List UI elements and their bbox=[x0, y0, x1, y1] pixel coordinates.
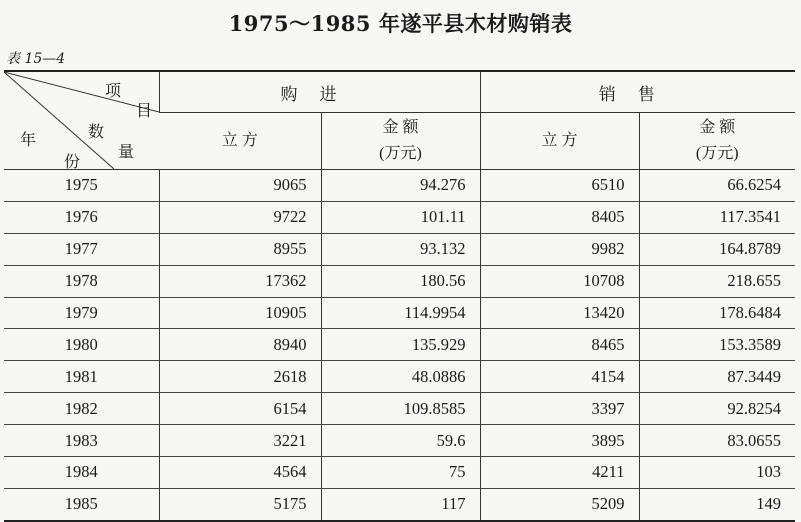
sales-cubic-cell: 10708 bbox=[480, 265, 639, 297]
diag-label-liang: 量 bbox=[118, 144, 157, 161]
purchase-amount-cell: 114.9954 bbox=[321, 297, 480, 329]
table-row bbox=[4, 170, 795, 202]
table-body bbox=[4, 170, 795, 521]
year-cell: 1983 bbox=[4, 425, 159, 457]
table-row bbox=[4, 233, 795, 265]
page-title: 1975～1985 年遂平县木材购销表 bbox=[228, 11, 573, 36]
sales-amount-cell: 103 bbox=[639, 457, 795, 489]
year-cell: 1981 bbox=[4, 361, 159, 393]
sales-amount-cell: 87.3449 bbox=[639, 361, 795, 393]
purchase-cubic-cell: 2618 bbox=[159, 361, 321, 393]
purchase-amount-cell: 94.276 bbox=[321, 170, 480, 202]
purchase-cubic-cell: 3221 bbox=[159, 425, 321, 457]
sales-amount-header: 金 额 (万元) bbox=[639, 113, 795, 170]
year-cell: 1985 bbox=[4, 488, 159, 520]
year-cell: 1978 bbox=[4, 265, 159, 297]
purchase-cubic-cell: 9722 bbox=[159, 201, 321, 233]
sales-cubic-cell: 8405 bbox=[480, 201, 639, 233]
sales-cubic-cell: 8465 bbox=[480, 329, 639, 361]
table-row bbox=[4, 457, 795, 489]
sales-amount-cell: 92.8254 bbox=[639, 393, 795, 425]
diag-label-fen: 份 bbox=[64, 154, 103, 171]
sales-cubic-cell: 3397 bbox=[480, 393, 639, 425]
purchase-cubic-cell: 8955 bbox=[159, 233, 321, 265]
purchase-cubic-cell: 5175 bbox=[159, 488, 321, 520]
diag-label-item: 项 bbox=[105, 83, 144, 100]
sales-cubic-header: 立 方 bbox=[480, 113, 639, 170]
purchase-cubic-cell: 9065 bbox=[159, 170, 321, 202]
diag-label-year: 年 bbox=[20, 132, 59, 149]
table-row bbox=[4, 265, 795, 297]
purchase-amount-cell: 180.56 bbox=[321, 265, 480, 297]
year-cell: 1977 bbox=[4, 233, 159, 265]
purchase-amount-cell: 117 bbox=[321, 488, 480, 520]
year-cell: 1976 bbox=[4, 201, 159, 233]
sales-amount-cell: 218.655 bbox=[639, 265, 795, 297]
sales-cubic-cell: 5209 bbox=[480, 488, 639, 520]
purchase-amount-cell: 135.929 bbox=[321, 329, 480, 361]
diagonal-header-cell bbox=[4, 71, 175, 171]
sales-cubic-cell: 4211 bbox=[480, 457, 639, 489]
purchase-amount-header: 金 额 (万元) bbox=[321, 113, 480, 170]
sales-cubic-cell: 3895 bbox=[480, 425, 639, 457]
table-number: 表 15—4 bbox=[6, 51, 66, 67]
purchase-amount-cell: 59.6 bbox=[321, 425, 480, 457]
diag-label-mu: 目 bbox=[136, 103, 175, 120]
purchase-cubic-cell: 4564 bbox=[159, 457, 321, 489]
sales-cubic-cell: 9982 bbox=[480, 233, 639, 265]
year-cell: 1975 bbox=[4, 170, 159, 202]
purchase-amount-cell: 101.11 bbox=[321, 201, 480, 233]
table-row bbox=[4, 361, 795, 393]
table-row bbox=[4, 297, 795, 329]
purchase-header: 购进 bbox=[159, 71, 480, 113]
sales-cubic-cell: 4154 bbox=[480, 361, 639, 393]
purchase-amount-cell: 75 bbox=[321, 457, 480, 489]
timber-trade-table bbox=[4, 70, 795, 522]
sales-amount-cell: 66.6254 bbox=[639, 170, 795, 202]
sales-amount-cell: 149 bbox=[639, 488, 795, 520]
year-cell: 1980 bbox=[4, 329, 159, 361]
purchase-cubic-header: 立 方 bbox=[221, 132, 258, 149]
sales-amount-cell: 178.6484 bbox=[639, 297, 795, 329]
sales-amount-cell: 117.3541 bbox=[639, 201, 795, 233]
sales-amount-cell: 83.0655 bbox=[639, 425, 795, 457]
purchase-amount-cell: 109.8585 bbox=[321, 393, 480, 425]
purchase-cubic-cell: 10905 bbox=[159, 297, 321, 329]
table-row bbox=[4, 425, 795, 457]
table-row bbox=[4, 488, 795, 520]
table-row bbox=[4, 329, 795, 361]
purchase-cubic-cell: 17362 bbox=[159, 265, 321, 297]
sales-amount-cell: 153.3589 bbox=[639, 329, 795, 361]
year-cell: 1982 bbox=[4, 393, 159, 425]
sales-header: 销售 bbox=[480, 71, 795, 113]
purchase-amount-cell: 93.132 bbox=[321, 233, 480, 265]
sales-cubic-cell: 13420 bbox=[480, 297, 639, 329]
purchase-cubic-cell: 6154 bbox=[159, 393, 321, 425]
sales-amount-cell: 164.8789 bbox=[639, 233, 795, 265]
purchase-cubic-cell: 8940 bbox=[159, 329, 321, 361]
diag-label-quantity: 数 bbox=[88, 124, 127, 141]
table-row bbox=[4, 201, 795, 233]
year-cell: 1984 bbox=[4, 457, 159, 489]
table-row bbox=[4, 393, 795, 425]
year-cell: 1979 bbox=[4, 297, 159, 329]
purchase-amount-cell: 48.0886 bbox=[321, 361, 480, 393]
sales-cubic-cell: 6510 bbox=[480, 170, 639, 202]
